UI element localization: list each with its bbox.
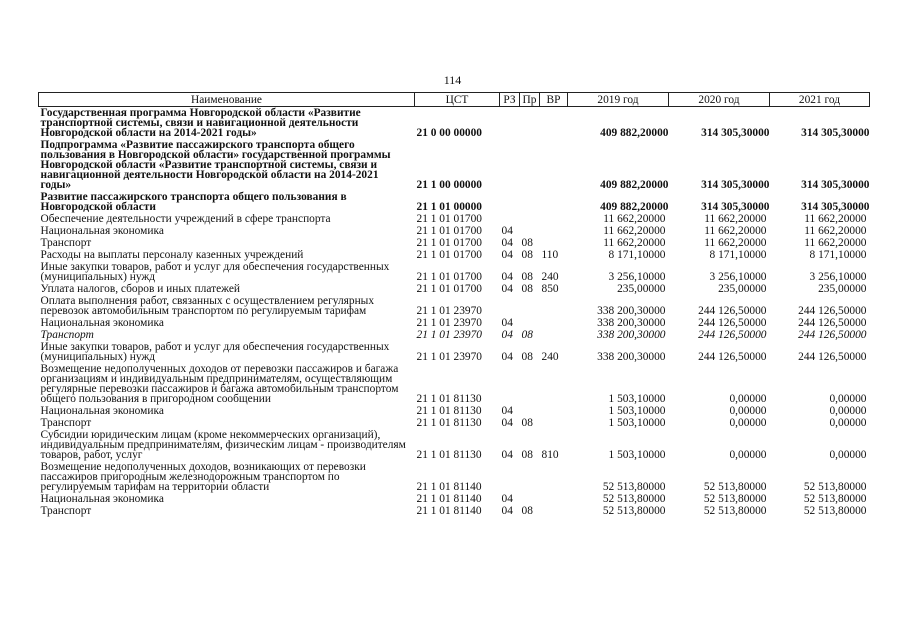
- table-row: [39, 317, 870, 329]
- row-rz: 04: [501, 417, 513, 429]
- row-name: Государственная программа Новгородской области «Развитие транспортной системы, связи и навигационной деятельности Новгородской области на 2014-2021 годы»: [40, 107, 361, 139]
- table-row: [39, 261, 870, 283]
- row-2021: 244 126,50000: [798, 351, 867, 363]
- row-rz: 04: [501, 405, 513, 417]
- row-2020: 52 513,80000: [703, 505, 767, 517]
- row-2020: 244 126,50000: [698, 329, 767, 341]
- row-cst: 21 1 00 00000: [416, 179, 482, 191]
- row-cst: 21 1 01 01700: [416, 249, 482, 261]
- row-2020: 235,00000: [718, 283, 767, 295]
- row-pr: 08: [521, 351, 533, 363]
- row-2021: 314 305,30000: [801, 179, 870, 191]
- row-2021: 3 256,10000: [809, 271, 867, 283]
- row-2019: 338 200,30000: [597, 305, 666, 317]
- row-vr: 240: [541, 351, 559, 363]
- row-2019: 8 171,10000: [608, 249, 666, 261]
- row-rz: 04: [501, 237, 513, 249]
- row-name: Иные закупки товаров, работ и услуг для обеспечения государственных (муниципальных) нужд: [40, 261, 390, 283]
- row-name: Национальная экономика: [40, 225, 164, 237]
- row-cst: 21 1 01 81140: [416, 481, 482, 493]
- row-2019: 52 513,80000: [602, 493, 666, 505]
- row-cst: 21 1 01 81130: [416, 449, 482, 461]
- row-cst: 21 1 01 01700: [416, 213, 482, 225]
- row-vr: [540, 363, 568, 405]
- row-2019: 1 503,10000: [608, 417, 666, 429]
- row-rz: [500, 461, 520, 493]
- table-row: [39, 139, 870, 191]
- table-row: [39, 295, 870, 317]
- header-cst: ЦСТ: [415, 93, 500, 107]
- row-pr: [520, 317, 540, 329]
- table-row: [39, 341, 870, 363]
- row-vr: 850: [541, 283, 559, 295]
- row-2021: 8 171,10000: [809, 249, 867, 261]
- row-rz: 04: [501, 283, 513, 295]
- row-2020: 314 305,30000: [701, 201, 770, 213]
- header-2020: 2020 год: [669, 93, 770, 107]
- table-row: [39, 191, 870, 213]
- row-rz: 04: [501, 249, 513, 261]
- header-pr: Пр: [520, 93, 540, 107]
- header-vr: ВР: [540, 93, 568, 107]
- row-pr: [520, 191, 540, 213]
- row-vr: 110: [541, 249, 559, 261]
- row-2020: 0,00000: [729, 449, 767, 461]
- table-header-row: [39, 93, 870, 107]
- row-2019: 338 200,30000: [597, 329, 666, 341]
- row-2019: 1 503,10000: [608, 405, 666, 417]
- row-2020: 11 662,20000: [704, 237, 767, 249]
- row-pr: [520, 295, 540, 317]
- row-pr: [520, 139, 540, 191]
- row-2020: 314 305,30000: [701, 127, 770, 139]
- row-2021: 52 513,80000: [803, 481, 867, 493]
- row-name: Транспорт: [40, 417, 92, 429]
- row-cst: 21 1 01 23970: [416, 351, 482, 363]
- row-vr: [540, 295, 568, 317]
- row-pr: 08: [521, 249, 533, 261]
- row-rz: [500, 213, 520, 225]
- row-pr: 08: [521, 329, 533, 341]
- row-pr: 08: [521, 237, 533, 249]
- row-2019: 1 503,10000: [608, 449, 666, 461]
- header-2019: 2019 год: [568, 93, 669, 107]
- table-row: [39, 405, 870, 417]
- row-vr: [540, 225, 568, 237]
- row-pr: [520, 213, 540, 225]
- row-vr: [540, 329, 568, 341]
- row-2021: 11 662,20000: [804, 237, 867, 249]
- row-name: Национальная экономика: [40, 317, 164, 329]
- page-number: 114: [443, 73, 462, 87]
- row-2019: 52 513,80000: [602, 481, 666, 493]
- row-pr: 08: [521, 505, 533, 517]
- row-2021: 52 513,80000: [803, 505, 867, 517]
- row-2021: 0,00000: [829, 417, 867, 429]
- row-pr: [520, 107, 540, 140]
- row-vr: [540, 191, 568, 213]
- row-2019: 3 256,10000: [608, 271, 666, 283]
- row-cst: 21 1 01 81140: [416, 493, 482, 505]
- row-pr: 08: [521, 417, 533, 429]
- row-cst: 21 1 01 23970: [416, 329, 482, 341]
- row-rz: [500, 295, 520, 317]
- row-vr: [540, 461, 568, 493]
- table-row: [39, 107, 870, 140]
- row-rz: 04: [501, 351, 513, 363]
- row-2019: 11 662,20000: [603, 237, 666, 249]
- table-row: [39, 417, 870, 429]
- table-row: [39, 249, 870, 261]
- row-vr: [540, 317, 568, 329]
- row-vr: 810: [541, 449, 559, 461]
- row-name: Иные закупки товаров, работ и услуг для обеспечения государственных (муниципальных) нужд: [40, 341, 390, 363]
- row-vr: [540, 107, 568, 140]
- row-name: Национальная экономика: [40, 405, 164, 417]
- row-2021: 235,00000: [818, 283, 867, 295]
- row-cst: 21 1 01 01700: [416, 283, 482, 295]
- row-rz: [500, 191, 520, 213]
- row-name: Расходы на выплаты персоналу казенных учреждений: [40, 249, 304, 261]
- table-row: [39, 213, 870, 225]
- row-cst: 21 1 01 81140: [416, 505, 482, 517]
- row-pr: [520, 363, 540, 405]
- row-2019: 409 882,20000: [600, 179, 669, 191]
- row-2020: 0,00000: [729, 417, 767, 429]
- row-vr: [540, 417, 568, 429]
- header-rz: РЗ: [500, 93, 520, 107]
- row-rz: 04: [501, 271, 513, 283]
- row-2021: 0,00000: [829, 405, 867, 417]
- table-row: [39, 329, 870, 341]
- row-2019: 11 662,20000: [603, 213, 666, 225]
- row-pr: 08: [521, 283, 533, 295]
- row-2020: 244 126,50000: [698, 351, 767, 363]
- row-vr: [540, 505, 568, 517]
- row-2020: 0,00000: [729, 405, 767, 417]
- row-rz: 04: [501, 317, 513, 329]
- row-pr: 08: [521, 449, 533, 461]
- row-2021: 0,00000: [829, 393, 867, 405]
- row-vr: [540, 213, 568, 225]
- row-2019: 235,00000: [617, 283, 666, 295]
- row-cst: 21 1 01 00000: [416, 201, 482, 213]
- row-rz: 04: [501, 329, 513, 341]
- row-vr: 240: [541, 271, 559, 283]
- row-vr: [540, 139, 568, 191]
- row-2019: 409 882,20000: [600, 201, 669, 213]
- row-rz: [500, 107, 520, 140]
- row-name: Оплата выполнения работ, связанных с осуществлением регулярных перевозок автомобильным транспортом по регулируемым тарифам: [40, 295, 375, 317]
- table-row: [39, 225, 870, 237]
- row-2020: 244 126,50000: [698, 305, 767, 317]
- row-2021: 314 305,30000: [801, 201, 870, 213]
- row-2020: 314 305,30000: [701, 179, 770, 191]
- row-rz: 04: [501, 493, 513, 505]
- row-2021: 52 513,80000: [803, 493, 867, 505]
- table-row: [39, 283, 870, 295]
- row-cst: 21 1 01 23970: [416, 305, 482, 317]
- row-name: Подпрограмма «Развитие пассажирского транспорта общего пользования в Новгородской области» государственной программы Новгородской области «Развитие транспортной системы, связи и навигационной деятельности Новгородской области на 2014-2021 годы»: [40, 139, 391, 191]
- row-name: Национальная экономика: [40, 493, 164, 505]
- row-2021: 244 126,50000: [798, 305, 867, 317]
- row-cst: 21 1 01 81130: [416, 405, 482, 417]
- row-2019: 11 662,20000: [603, 225, 666, 237]
- row-cst: 21 1 01 23970: [416, 317, 482, 329]
- table-row: [39, 363, 870, 405]
- row-2020: 8 171,10000: [709, 249, 767, 261]
- row-2020: 52 513,80000: [703, 481, 767, 493]
- row-2019: 338 200,30000: [597, 351, 666, 363]
- table-row: [39, 237, 870, 249]
- row-rz: 04: [501, 449, 513, 461]
- row-2021: 244 126,50000: [798, 329, 867, 341]
- row-pr: 08: [521, 271, 533, 283]
- row-2020: 52 513,80000: [703, 493, 767, 505]
- row-name: Субсидии юридическим лицам (кроме некоммерческих организаций), индивидуальным предпринимателям, физическим лицам - производителям товаров, работ, услуг: [40, 429, 406, 461]
- row-2020: 3 256,10000: [709, 271, 767, 283]
- row-2021: 244 126,50000: [798, 317, 867, 329]
- table-row: [39, 429, 870, 461]
- row-name: Развитие пассажирского транспорта общего пользования в Новгородской области: [40, 191, 347, 213]
- row-vr: [540, 405, 568, 417]
- row-2021: 0,00000: [829, 449, 867, 461]
- row-2020: 0,00000: [729, 393, 767, 405]
- row-name: Возмещение недополученных доходов, возникающих от перевозки пассажиров пригородным железнодорожным транспортом по регулируемым тарифам на территории области: [40, 461, 366, 493]
- row-rz: [500, 363, 520, 405]
- row-rz: [500, 139, 520, 191]
- row-2019: 1 503,10000: [608, 393, 666, 405]
- row-pr: [520, 405, 540, 417]
- row-2021: 11 662,20000: [804, 225, 867, 237]
- row-name: Возмещение недополученных доходов от перевозки пассажиров и багажа организациям и индивидуальным предпринимателям, осуществляющим регулярные перевозки пассажиров и багажа автомобильным транспортом общего пользования в пригородном сообщении: [40, 363, 399, 405]
- row-2021: 11 662,20000: [804, 213, 867, 225]
- row-rz: 04: [501, 505, 513, 517]
- row-2020: 11 662,20000: [704, 225, 767, 237]
- budget-table: [38, 92, 870, 517]
- row-pr: [520, 461, 540, 493]
- row-cst: 21 1 01 01700: [416, 225, 482, 237]
- row-cst: 21 1 01 81130: [416, 393, 482, 405]
- row-2019: 409 882,20000: [600, 127, 669, 139]
- table-row: [39, 493, 870, 505]
- row-name: Транспорт: [40, 505, 92, 517]
- table-row: [39, 461, 870, 493]
- row-vr: [540, 493, 568, 505]
- row-rz: 04: [501, 225, 513, 237]
- row-2020: 11 662,20000: [704, 213, 767, 225]
- row-2020: 244 126,50000: [698, 317, 767, 329]
- row-pr: [520, 225, 540, 237]
- table-row: [39, 505, 870, 517]
- row-vr: [540, 237, 568, 249]
- row-2021: 314 305,30000: [801, 127, 870, 139]
- header-name: Наименование: [39, 93, 415, 107]
- row-cst: 21 1 01 01700: [416, 271, 482, 283]
- row-name: Обеспечение деятельности учреждений в сфере транспорта: [40, 213, 331, 225]
- header-2021: 2021 год: [770, 93, 870, 107]
- row-2019: 52 513,80000: [602, 505, 666, 517]
- row-cst: 21 1 01 81130: [416, 417, 482, 429]
- row-name: Транспорт: [40, 237, 92, 249]
- row-cst: 21 1 01 01700: [416, 237, 482, 249]
- row-2019: 338 200,30000: [597, 317, 666, 329]
- row-name: Уплата налогов, сборов и иных платежей: [40, 283, 240, 295]
- row-pr: [520, 493, 540, 505]
- row-cst: 21 0 00 00000: [416, 127, 482, 139]
- row-name: Транспорт: [40, 329, 94, 341]
